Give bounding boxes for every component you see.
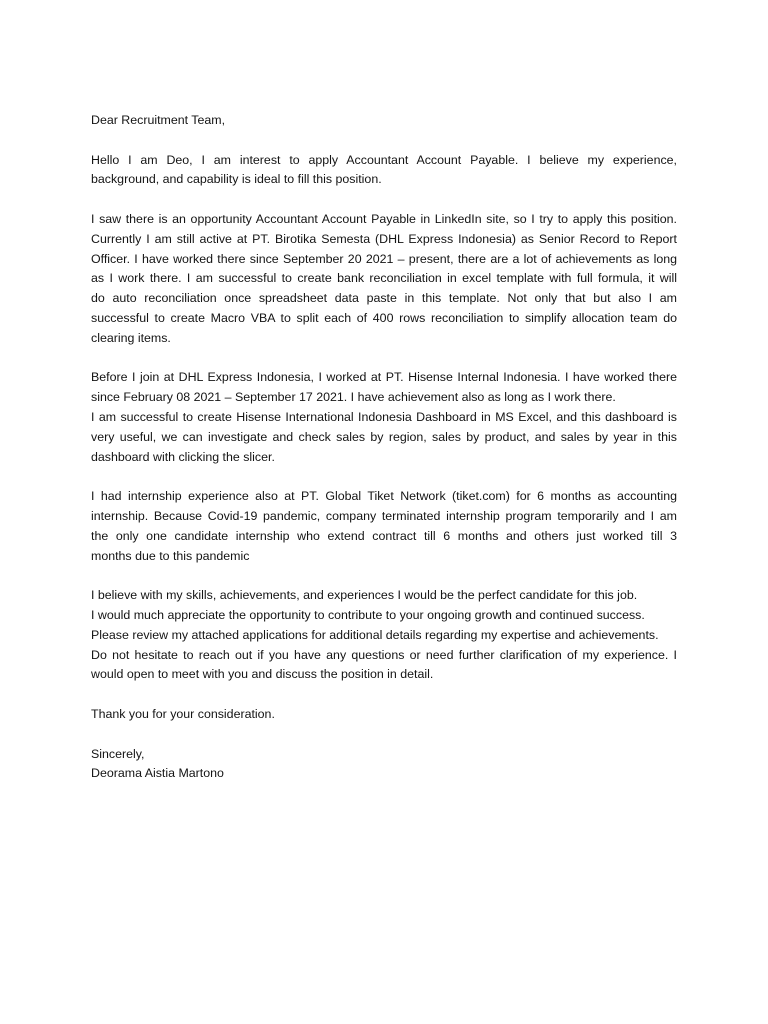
paragraph-line: Please review my attached applications for additional details regarding my expertise and achievements. [91,627,659,642]
salutation [91,111,677,131]
paragraph-line: I am successful to create Hisense International Indonesia Dashboard in MS Excel, and this dashboard is [91,409,677,424]
paragraph-line: I believe with my skills, achievements, and experiences I would be the perfect candidate for this job. [91,588,638,603]
paragraph-previous-role [91,368,677,467]
paragraph-current-role [91,210,677,349]
paragraph-line: since February 08 2021 – September 17 2021. I have achievement also as long as I work there. [91,390,616,405]
sign-off [91,745,677,785]
paragraph-internship [91,487,677,566]
paragraph-line: would open to meet with you and discuss the position in detail. [91,667,434,682]
paragraph-line: clearing items. [91,330,171,345]
paragraph-line: I had internship experience also at PT. Global Tiket Network (tiket.com) for 6 months as accounting [91,489,677,504]
salutation-text: Dear Recruitment Team, [91,113,226,127]
paragraph-line: do auto reconciliation once spreadsheet data paste in this template. Not only that but also I am [91,291,677,306]
paragraph-line: Do not hesitate to reach out if you have any questions or need further clarification of my experience. I [91,647,677,662]
paragraph-line: months due to this pandemic [91,548,250,563]
paragraph-line: Currently I am still active at PT. Birotika Semesta (DHL Express Indonesia) as Senior Record to Report [91,231,677,246]
paragraph-line: internship. Because Covid-19 pandemic, company terminated internship program temporarily and I am [91,508,677,523]
closing-text: Sincerely, [91,746,145,761]
paragraph-line: successful to create Macro VBA to split each of 400 rows reconciliation to simplify allocation team do [91,310,677,325]
paragraph-line: very useful, we can investigate and check sales by region, sales by product, and sales by year in this [91,429,677,444]
thanks-line [91,705,677,725]
paragraph-line: background, and capability is ideal to fill this position. [91,172,382,187]
paragraph-line: Hello I am Deo, I am interest to apply Accountant Account Payable. I believe my experience, [91,152,677,167]
paragraph-line: Before I join at DHL Express Indonesia, I worked at PT. Hisense Internal Indonesia. I have worked there [91,370,677,385]
signature-name: Deorama Aistia Martono [91,766,224,781]
paragraph-line: I saw there is an opportunity Accountant Account Payable in LinkedIn site, so I try to apply this position. [91,211,677,226]
cover-letter [91,111,677,804]
paragraph-line: dashboard with clicking the slicer. [91,449,275,464]
paragraph-closing-pitch [91,586,677,685]
paragraph-line: the only one candidate internship who extend contract till 6 months and others just worked till 3 [91,528,677,543]
paragraph-intro [91,151,677,191]
paragraph-line: as I work there. I am successful to create bank reconciliation in excel template with full formula, it will [91,271,677,286]
thanks-text: Thank you for your consideration. [91,706,275,721]
paragraph-line: I would much appreciate the opportunity to contribute to your ongoing growth and continued success. [91,607,645,622]
paragraph-line: Officer. I have worked there since September 20 2021 – present, there are a lot of achievements as long [91,251,677,266]
